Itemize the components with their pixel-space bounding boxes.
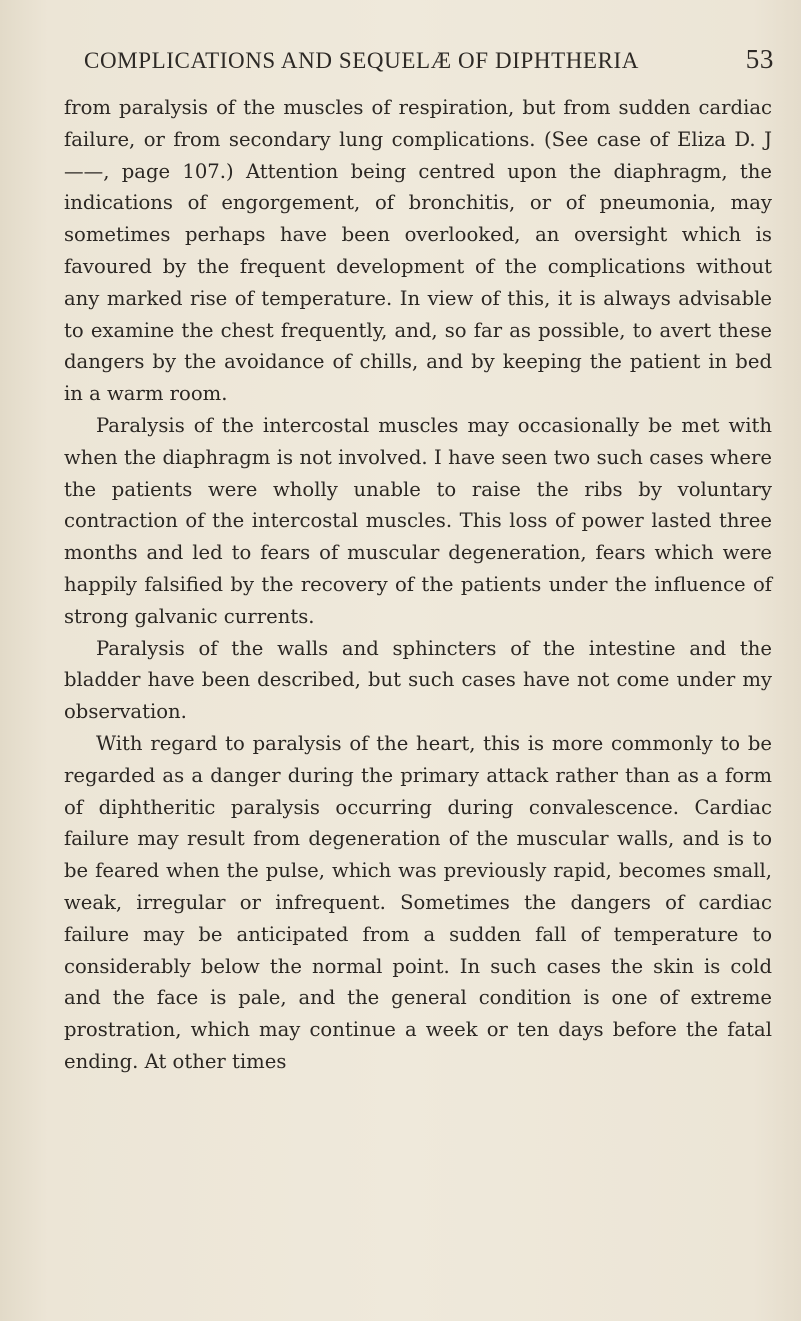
- paragraph-respiration: from paralysis of the muscles of respiration, but from sudden cardiac failure, or from secondary lung complications. (See case of Eliza D. J——, page 107.) Attention being centred upon the diaphragm, the indications of engorgement, of bronchitis, or of pneumonia, may sometimes perhaps have been overlooked, an oversight which is favoured by the frequent development of the complications without any marked rise of temperature. In view of this, it is always advisable to examine the chest frequently, and, so far as possible, to avert these dangers by the avoidance of chills, and by keeping the patient in bed in a warm room.: [64, 96, 772, 406]
- running-head: [84, 44, 774, 84]
- paragraph-sphincters: Paralysis of the walls and sphincters of the intestine and the bladder have been described, but such cases have not come under my observation.: [64, 636, 772, 724]
- page-number: 53: [745, 44, 774, 74]
- body-text: [64, 92, 772, 1078]
- paragraph-heart: With regard to paralysis of the heart, this is more commonly to be regarded as a danger during the primary attack rather than as a form of diphtheritic paralysis occurring during convalescence. Cardiac failure may result from degeneration of the muscular walls, and is to be feared when the pulse, which was previously rapid, becomes small, weak, irregular or infrequent. Sometimes the dangers of cardiac failure may be anticipated from a sudden fall of temperature to considerably below the normal point. In such cases the skin is cold and the face is pale, and the general condition is one of extreme prostration, which may continue a week or ten days before the fatal ending. At other times: [64, 731, 772, 1073]
- paragraph-intercostal: Paralysis of the intercostal muscles may occasionally be met with when the diaphragm is not involved. I have seen two such cases where the patients were wholly unable to raise the ribs by voluntary contraction of the intercostal muscles. This loss of power lasted three months and led to fears of muscular degeneration, fears which were happily falsified by the recovery of the patients under the influence of strong galvanic currents.: [64, 413, 772, 628]
- running-head-title: COMPLICATIONS AND SEQUELÆ OF DIPHTHERIA: [84, 48, 639, 73]
